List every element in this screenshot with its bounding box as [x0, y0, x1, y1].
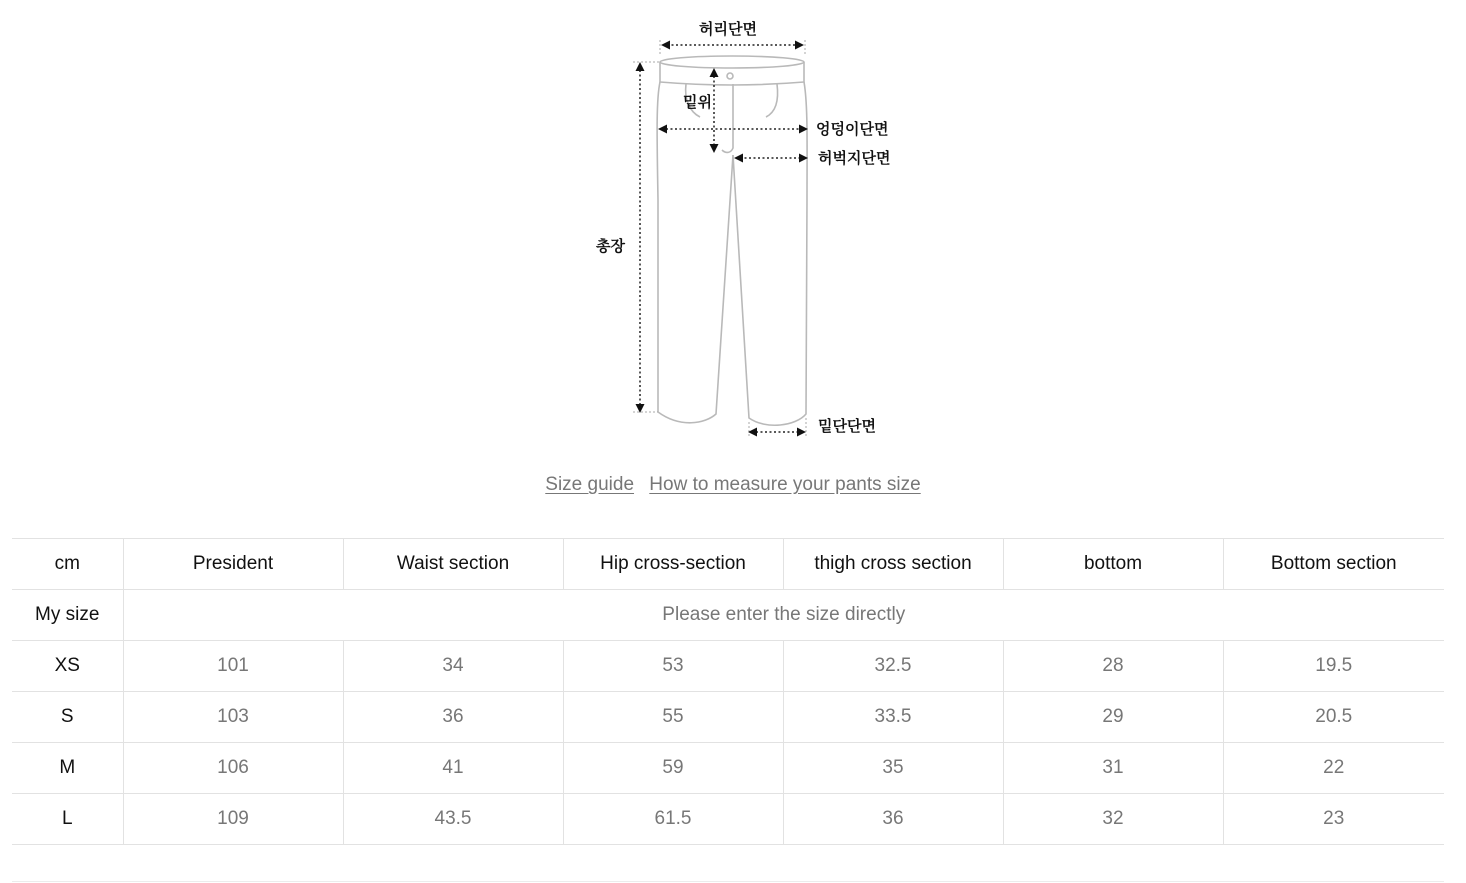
cell-value: 33.5 — [783, 692, 1003, 743]
header-waist: Waist section — [343, 539, 563, 590]
cell-value: 101 — [123, 641, 343, 692]
my-size-row — [12, 590, 1444, 641]
bottom-divider — [12, 881, 1444, 882]
size-label: M — [12, 743, 123, 794]
size-label: S — [12, 692, 123, 743]
cell-value: 106 — [123, 743, 343, 794]
size-label: L — [12, 794, 123, 845]
label-hem: 밑단단면 — [818, 417, 876, 435]
cell-value: 34 — [343, 641, 563, 692]
how-to-measure-link[interactable]: How to measure your pants size — [649, 474, 921, 495]
label-rise: 밑위 — [683, 93, 712, 111]
cell-value: 103 — [123, 692, 343, 743]
header-hem: Bottom section — [1223, 539, 1444, 590]
cell-value: 19.5 — [1223, 641, 1444, 692]
size-label: XS — [12, 641, 123, 692]
cell-value: 43.5 — [343, 794, 563, 845]
cell-value: 28 — [1003, 641, 1223, 692]
table-header-row — [12, 539, 1444, 590]
table-row — [12, 641, 1444, 692]
table-row — [12, 692, 1444, 743]
pants-outline-icon — [657, 56, 807, 425]
header-hip: Hip cross-section — [563, 539, 783, 590]
header-unit: cm — [12, 539, 123, 590]
cell-value: 55 — [563, 692, 783, 743]
cell-value: 22 — [1223, 743, 1444, 794]
label-length: 총장 — [596, 237, 625, 255]
header-rise: bottom — [1003, 539, 1223, 590]
label-waist: 허리단면 — [699, 20, 757, 38]
cell-value: 29 — [1003, 692, 1223, 743]
my-size-label: My size — [12, 590, 123, 641]
cell-value: 59 — [563, 743, 783, 794]
header-thigh: thigh cross section — [783, 539, 1003, 590]
cell-value: 23 — [1223, 794, 1444, 845]
cell-value: 32.5 — [783, 641, 1003, 692]
size-table — [12, 538, 1444, 845]
cell-value: 53 — [563, 641, 783, 692]
cell-value: 35 — [783, 743, 1003, 794]
cell-value: 31 — [1003, 743, 1223, 794]
label-hip: 엉덩이단면 — [816, 120, 889, 138]
cell-value: 32 — [1003, 794, 1223, 845]
guide-links — [0, 474, 1466, 496]
cell-value: 36 — [343, 692, 563, 743]
cell-value: 36 — [783, 794, 1003, 845]
my-size-input-prompt[interactable]: Please enter the size directly — [123, 590, 1444, 641]
arrowheads — [636, 41, 809, 437]
cell-value: 61.5 — [563, 794, 783, 845]
table-row — [12, 794, 1444, 845]
cell-value: 20.5 — [1223, 692, 1444, 743]
size-guide-link[interactable]: Size guide — [545, 474, 635, 495]
header-length: President — [123, 539, 343, 590]
cell-value: 109 — [123, 794, 343, 845]
label-thigh: 허벅지단면 — [818, 149, 891, 167]
table-row — [12, 743, 1444, 794]
cell-value: 41 — [343, 743, 563, 794]
